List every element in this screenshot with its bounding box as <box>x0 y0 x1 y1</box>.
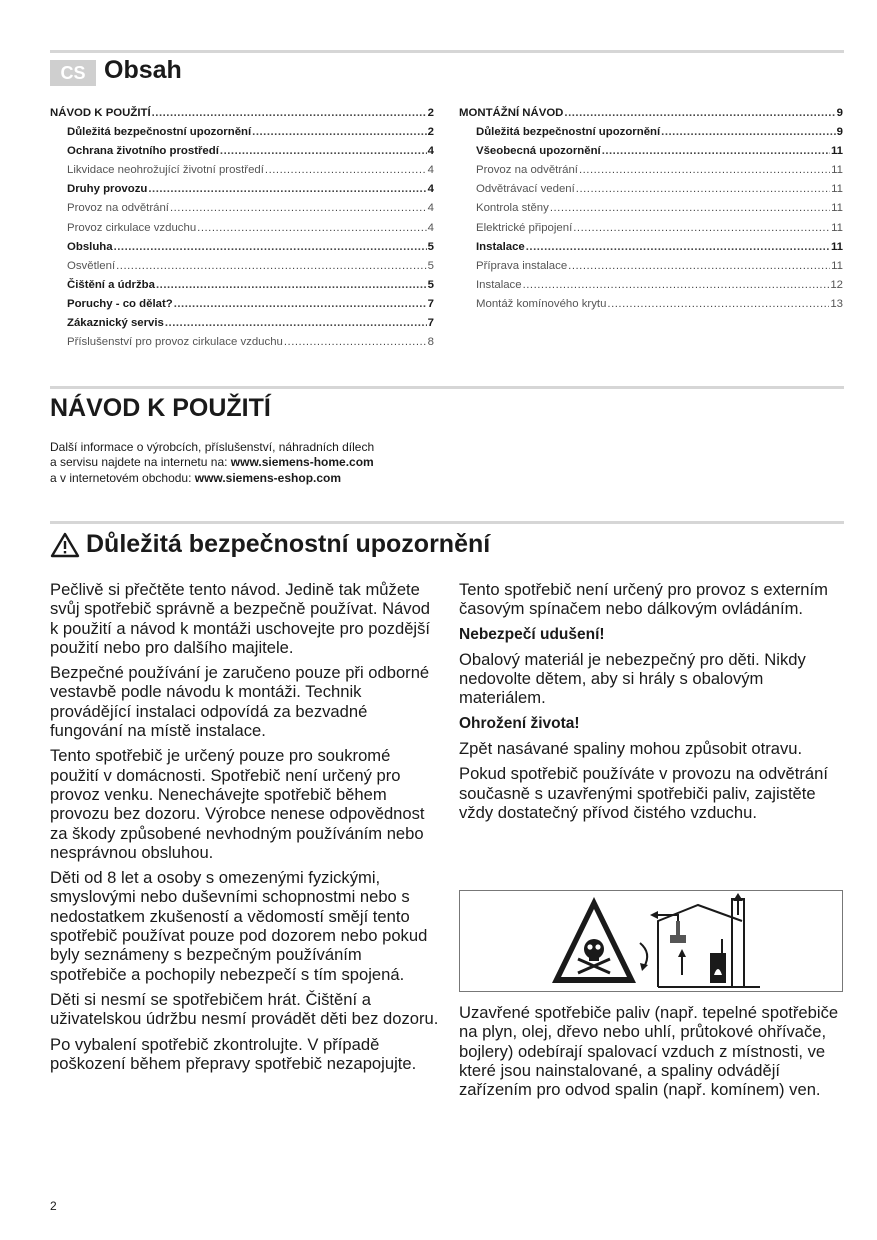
manual-heading: NÁVOD K POUŽITÍ <box>50 394 271 422</box>
toc-entry[interactable] <box>459 222 843 241</box>
safety-left-paragraph: Bezpečné používání je zaručeno pouze při odborné vestavbě podle návodu k montáži. Technik provádějící instalaci odpovídá za bezvadné fungování na místě instalace. <box>50 663 430 741</box>
toc-entry[interactable] <box>459 279 843 298</box>
toc-entry-page: 4 <box>427 164 434 177</box>
toc-entry-page: 8 <box>427 336 434 349</box>
toc-entry-label: Příslušenství pro provoz cirkulace vzduchu <box>67 336 283 349</box>
toc-entry-label: Elektrické připojení <box>476 221 573 234</box>
safety-heading: Důležitá bezpečnostní upozornění <box>86 530 491 558</box>
toc-entry-label: Důležitá bezpečnostní upozornění <box>67 126 252 139</box>
suffocation-heading: Nebezpečí udušení! <box>459 625 605 643</box>
toc-leader-dots <box>174 298 427 310</box>
intro-line-2-text: a servisu najdete na internetu na: <box>50 455 231 470</box>
toc-leader-dots <box>148 183 426 195</box>
toc-entry[interactable] <box>459 126 843 145</box>
toc-entry-page: 4 <box>427 202 434 215</box>
toc-entry-label: Provoz na odvětrání <box>67 202 169 215</box>
toc-entry[interactable] <box>459 164 843 183</box>
safety-right-p2: Obalový materiál je nebezpečný pro děti. Nikdy nedovolte dětem, aby si hrály s obalovým materiálem. <box>459 649 806 708</box>
section-rule <box>50 386 844 389</box>
toc-entry-page: 11 <box>831 259 843 272</box>
toc-entry-page: 13 <box>830 297 843 310</box>
toc-entry-label: Provoz na odvětrání <box>476 164 578 177</box>
toc-entry-page: 7 <box>427 317 434 330</box>
toc-leader-dots <box>170 202 427 214</box>
toc-entry-label: Osvětlení <box>67 259 116 272</box>
toc-leader-dots <box>523 279 830 291</box>
toc-right-column <box>459 107 843 317</box>
toc-entry[interactable] <box>459 260 843 279</box>
toc-leader-dots <box>114 241 427 253</box>
danger-to-life-heading: Ohrožení života! <box>459 714 580 732</box>
toc-entry-label: Příprava instalace <box>476 259 568 272</box>
intro-line-2 <box>50 455 374 470</box>
toc-entry[interactable] <box>459 183 843 202</box>
toc-entry-label: Důležitá bezpečnostní upozornění <box>476 126 661 139</box>
toc-entry[interactable] <box>50 222 434 241</box>
page-number: 2 <box>50 1199 57 1213</box>
toc-entry[interactable] <box>459 298 843 317</box>
safety-right-p3: Zpět nasávané spaliny mohou způsobit otravu. <box>459 739 803 759</box>
intro-line-3-text: a v internetovém obchodu: <box>50 470 195 485</box>
toc-entry-label: Obsluha <box>67 240 113 253</box>
safety-right-column <box>459 580 849 828</box>
toc-left-column <box>50 107 434 355</box>
toc-entry[interactable] <box>50 202 434 221</box>
toc-entry-label: Zákaznický servis <box>67 317 164 330</box>
toc-leader-dots <box>165 317 427 329</box>
toc-title: Obsah <box>104 56 182 84</box>
toc-entry-page: 4 <box>427 183 434 196</box>
toc-entry-label: Instalace <box>476 240 525 253</box>
safety-heading-row <box>50 530 490 559</box>
toc-entry[interactable] <box>50 107 434 126</box>
toc-entry-page: 9 <box>836 126 843 139</box>
siemens-home-link[interactable]: www.siemens-home.com <box>230 455 374 470</box>
toc-entry[interactable] <box>50 260 434 279</box>
toc-entry-page: 5 <box>427 278 434 291</box>
toc-entry-page: 11 <box>831 183 843 196</box>
toc-entry-page: 11 <box>831 202 843 215</box>
toc-entry-label: Ochrana životního prostředí <box>67 145 219 158</box>
toc-entry-label: Odvětrávací vedení <box>476 183 575 196</box>
toc-entry[interactable] <box>50 241 434 260</box>
toc-entry-label: Provoz cirkulace vzduchu <box>67 221 197 234</box>
toc-entry[interactable] <box>50 183 434 202</box>
toc-leader-dots <box>265 164 427 176</box>
toc-entry-page: 4 <box>427 221 434 234</box>
toc-leader-dots <box>197 222 427 234</box>
toc-entry-label: Všeobecná upozornění <box>476 145 601 158</box>
toc-entry[interactable] <box>50 164 434 183</box>
toc-entry-page: 11 <box>831 221 843 234</box>
top-rule <box>50 50 844 53</box>
safety-left-paragraph: Po vybalení spotřebič zkontrolujte. V případě poškození během přepravy spotřebič nezapojujte. <box>50 1034 417 1073</box>
warning-icon <box>50 532 80 558</box>
toc-entry-label: Čištění a údržba <box>67 278 155 291</box>
toc-entry[interactable] <box>459 241 843 260</box>
safety-right-p4: Pokud spotřebič používáte v provozu na odvětrání současně s uzavřenými spotřebiči paliv, zajistěte vždy dostatečný přívod čistého vzduchu. <box>459 764 828 822</box>
toc-entry-page: 11 <box>831 164 843 177</box>
toc-leader-dots <box>116 260 427 272</box>
safety-left-paragraph: Děti od 8 let a osoby s omezenými fyzickými, smyslovými nebo duševními schopnostmi nebo s nedostatkem zkušeností a vědomostí smějí tento spotřebič používat pouze pod dozorem nebo pokud byly seznámeny s bezpečným používáním spotřebiče a pochopily nebezpečí s tím spojená. <box>50 868 428 984</box>
siemens-eshop-link[interactable]: www.siemens-eshop.com <box>194 470 342 485</box>
safety-left-paragraph: Pečlivě si přečtěte tento návod. Jedině tak můžete svůj spotřebič správně a bezpečně používat. Návod k použití a návod k montáži uschovejte pro pozdější použití nebo pro dalšího majitele. <box>50 580 431 657</box>
intro-line-1: Další informace o výrobcích, příslušenství, náhradních dílech <box>50 440 375 454</box>
toc-entry-page: 7 <box>427 297 434 310</box>
toc-entry[interactable] <box>50 279 434 298</box>
toc-entry-label: Likvidace neohrožující životní prostředí <box>67 164 264 177</box>
toc-leader-dots <box>252 126 426 138</box>
toc-entry-label: Montáž komínového krytu <box>476 297 607 310</box>
safety-right-p1: Tento spotřebič není určený pro provoz s externím časovým spínačem nebo dálkovým ovládáním. <box>459 580 828 619</box>
exhaust-hazard-illustration <box>459 890 843 992</box>
safety-left-paragraph: Děti si nesmí se spotřebičem hrát. Čištění a uživatelskou údržbu nesmí provádět děti bez dozoru. <box>50 989 439 1029</box>
toc-leader-dots <box>526 241 830 253</box>
toc-entry-page: 2 <box>427 126 434 139</box>
toc-entry-page: 11 <box>830 240 843 253</box>
toc-leader-dots <box>661 126 835 138</box>
toc-entry-page: 11 <box>830 145 843 158</box>
toc-entry[interactable] <box>50 298 434 317</box>
fuel-appliances-text <box>459 1003 849 1105</box>
toc-entry[interactable] <box>459 107 843 126</box>
toc-entry[interactable] <box>50 145 434 164</box>
toc-entry[interactable] <box>459 145 843 164</box>
toc-entry-label: Poruchy - co dělat? <box>67 297 173 310</box>
toc-leader-dots <box>156 279 427 291</box>
toc-entry-label: Instalace <box>476 278 522 291</box>
toc-entry[interactable] <box>50 336 434 355</box>
safety-left-column <box>50 580 440 1079</box>
toc-entry-page: 5 <box>427 259 434 272</box>
toc-entry-page: 2 <box>427 107 434 119</box>
toc-leader-dots <box>579 164 830 176</box>
toc-leader-dots <box>564 107 835 119</box>
toc-leader-dots <box>550 202 830 214</box>
toc-leader-dots <box>284 336 427 348</box>
toc-leader-dots <box>576 183 830 195</box>
toc-leader-dots <box>607 298 829 310</box>
language-badge: CS <box>50 60 96 86</box>
toc-entry-page: 5 <box>427 240 434 253</box>
toc-entry-label: NÁVOD K POUŽITÍ <box>50 107 151 119</box>
toc-entry[interactable] <box>50 317 434 336</box>
toc-leader-dots <box>568 260 830 272</box>
toc-entry-label: Druhy provozu <box>67 183 148 196</box>
toc-entry-label: MONTÁŽNÍ NÁVOD <box>459 107 564 119</box>
toc-leader-dots <box>602 145 830 157</box>
safety-left-paragraph: Tento spotřebič je určený pouze pro soukromé použití v domácnosti. Spotřebič není určený pro provoz venku. Nenechávejte spotřebič během provozu bez dozoru. Výrobce nenese odpovědnost za škody způsobené nevhodným používáním nebo nesprávnou obsluhou. <box>50 746 425 862</box>
toc-entry-label: Kontrola stěny <box>476 202 549 215</box>
manual-intro <box>50 440 374 486</box>
toc-entry-page: 9 <box>836 107 843 119</box>
safety-right-p5: Uzavřené spotřebiče paliv (např. tepelné spotřebiče na plyn, olej, dřevo nebo uhlí, průtokové ohřívače, bojlery) odebírají spalovací vzduch z místnosti, ve které jsou nainstalované, a spaliny odvádějí zařízením pro odvod spalin (např. komínem) ven. <box>459 1003 839 1100</box>
toc-entry[interactable] <box>459 202 843 221</box>
poison-gas-diagram <box>460 891 842 991</box>
toc-leader-dots <box>573 222 830 234</box>
toc-leader-dots <box>220 145 427 157</box>
safety-rule <box>50 521 844 524</box>
toc-entry[interactable] <box>50 126 434 145</box>
toc-entry-page: 4 <box>427 145 434 158</box>
toc-leader-dots <box>152 107 427 119</box>
intro-line-3 <box>50 471 374 486</box>
toc-entry-page: 12 <box>830 278 843 291</box>
